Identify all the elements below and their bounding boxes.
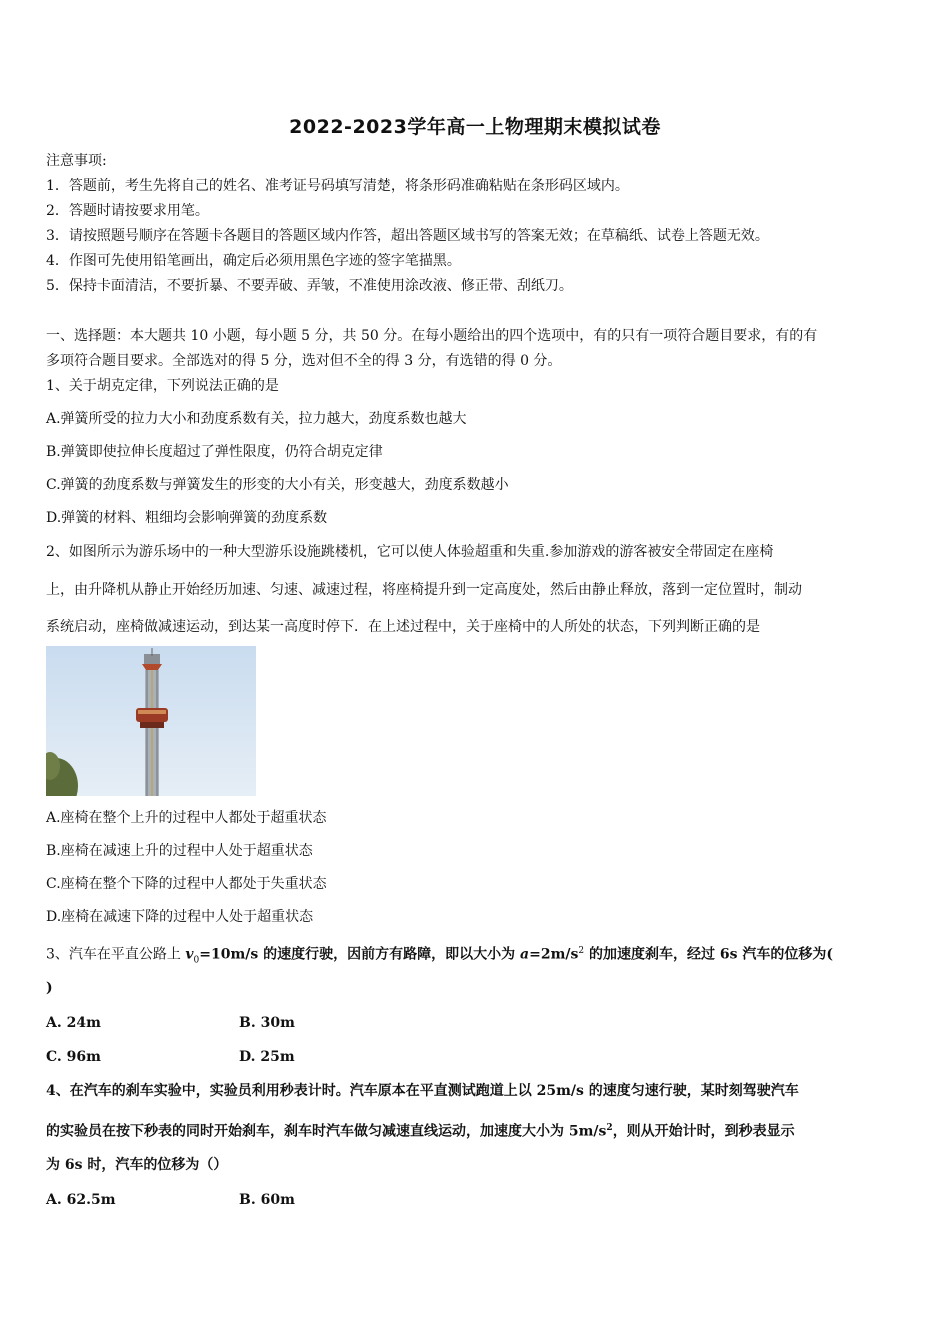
q4-stem-line2 [46,1118,795,1142]
notice-item: 2．答题时请按要求用笔。 [46,203,209,219]
q4-stem-part: 的实验员在按下秒表的同时开始刹车，刹车时汽车做匀减速直线运动，加速度大小为 5m/s [46,1123,607,1140]
section-intro-line1: 一、选择题：本大题共 10 小题，每小题 5 分，共 50 分。在每小题给出的四个选项中，有的只有一项符合题目要求，有的有 [46,328,818,344]
q4-stem-line1: 4、在汽车的刹车实验中，实验员利用秒表计时。汽车原本在平直测试跑道上以 25m/s 的速度匀速行驶，某时刻驾驶汽车 [46,1083,799,1099]
acceleration-symbol: a [520,946,530,963]
q4-option-a[interactable]: A. 62.5m [46,1192,116,1208]
section-intro-line2: 多项符合题目要求。全部选对的得 5 分，选对但不全的得 3 分，有选错的得 0 分。 [46,353,562,369]
q2-stem-line2: 上，由升降机从静止开始经历加速、匀速、减速过程，将座椅提升到一定高度处，然后由静止释放，落到一定位置时，制动 [46,582,802,598]
q1-stem: 1、关于胡克定律，下列说法正确的是 [46,378,279,394]
q3-stem [46,941,833,970]
notice-item: 4．作图可先使用铅笔画出，确定后必须用黑色字迹的签字笔描黑。 [46,253,461,269]
q3-exponent: 2 [578,946,585,956]
q3-option-a[interactable]: A. 24m [46,1015,101,1031]
q2-option-a[interactable]: A.座椅在整个上升的过程中人都处于超重状态 [46,810,327,826]
q3-stem-part: 3、汽车在平直公路上 [46,946,186,963]
notice-heading: 注意事项: [46,153,107,169]
notice-item: 5．保持卡面清洁，不要折暴、不要弄破、弄皱，不准使用涂改液、修正带、刮纸刀。 [46,278,573,294]
q3-option-c[interactable]: C. 96m [46,1049,101,1065]
notice-item: 3．请按照题号顺序在答题卡各题目的答题区域内作答，超出答题区域书写的答案无效；在草稿纸、试卷上答题无效。 [46,228,769,244]
q1-option-d[interactable]: D.弹簧的材料、粗细均会影响弹簧的劲度系数 [46,510,328,526]
q2-stem-line1: 2、如图所示为游乐场中的一种大型游乐设施跳楼机，它可以使人体验超重和失重.参加游戏的游客被安全带固定在座椅 [46,544,774,560]
q1-option-a[interactable]: A.弹簧所受的拉力大小和劲度系数有关，拉力越大，劲度系数也越大 [46,411,467,427]
q3-stem-end: ) [46,980,53,996]
q2-option-d[interactable]: D.座椅在减速下降的过程中人处于超重状态 [46,909,314,925]
q1-option-b[interactable]: B.弹簧即使拉伸长度超过了弹性限度，仍符合胡克定律 [46,444,383,460]
page-title: 2022-2023学年高一上物理期末模拟试卷 [289,116,661,138]
notice-item: 1．答题前，考生先将自己的姓名、准考证号码填写清楚，将条形码准确粘贴在条形码区域内。 [46,178,629,194]
q2-stem-line3: 系统启动，座椅做减速运动，到达某一高度时停下．在上述过程中，关于座椅中的人所处的状态，下列判断正确的是 [46,619,760,635]
q4-stem-part: ，则从开始计时，到秒表显示 [612,1123,795,1140]
q3-stem-part: =2m/s [529,946,579,963]
drop-tower-photo [46,646,256,796]
q4-exponent: 2 [606,1123,613,1133]
q3-stem-part: 的加速度刹车，经过 6s 汽车的位移为( [584,946,833,963]
q1-option-c[interactable]: C.弹簧的劲度系数与弹簧发生的形变的大小有关，形变越大，劲度系数越小 [46,477,509,493]
q2-option-c[interactable]: C.座椅在整个下降的过程中人都处于失重状态 [46,876,327,892]
velocity-symbol: v [185,946,194,963]
q4-option-b[interactable]: B. 60m [239,1192,295,1208]
q3-stem-part: =10m/s 的速度行驶，因前方有路障，即以大小为 [199,946,521,963]
q3-option-d[interactable]: D. 25m [239,1049,295,1065]
velocity-subscript: 0 [193,955,200,966]
q3-option-b[interactable]: B. 30m [239,1015,295,1031]
q4-stem-line3: 为 6s 时，汽车的位移为（） [46,1157,228,1173]
q2-option-b[interactable]: B.座椅在减速上升的过程中人处于超重状态 [46,843,313,859]
